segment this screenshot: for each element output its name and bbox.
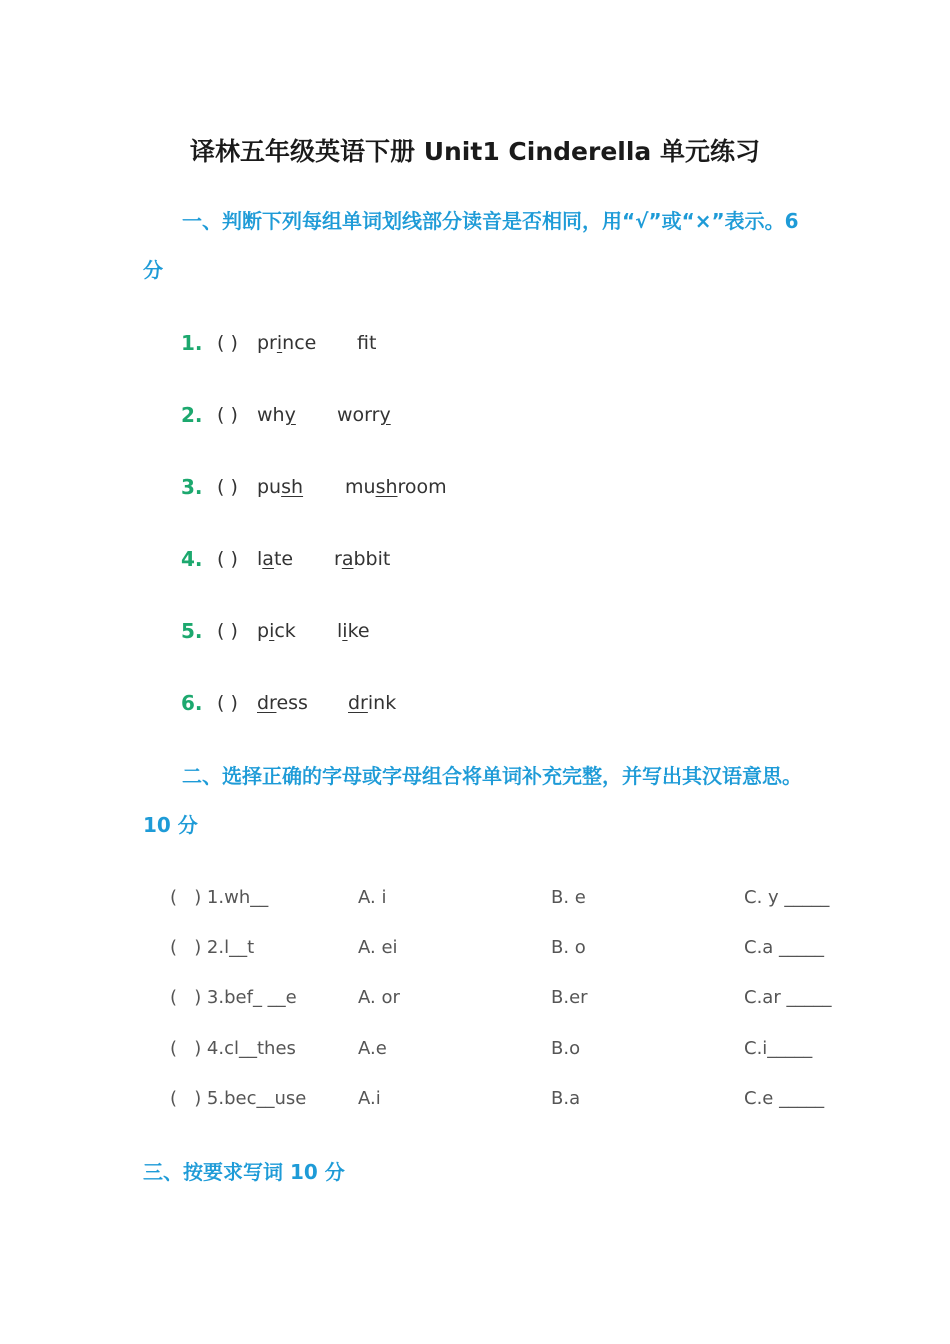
- word-2: ft: [357, 332, 377, 354]
- word-2: drink: [348, 692, 397, 714]
- option-a: A.i: [358, 1088, 381, 1109]
- option-a: A. or: [358, 987, 400, 1008]
- question-text: ( ) 1.wh__: [170, 887, 269, 908]
- choice-row: [170, 937, 870, 967]
- answer-blank[interactable]: ( ): [217, 332, 238, 354]
- question-number: 4.: [181, 547, 203, 571]
- word-2: like: [337, 620, 370, 642]
- word-1: late: [257, 548, 294, 570]
- option-a: A.e: [358, 1038, 387, 1059]
- word-2: mushroom: [345, 476, 447, 498]
- word-2: worry: [337, 404, 391, 426]
- word-2: rabbit: [334, 548, 391, 570]
- word-1: push: [257, 476, 304, 498]
- choice-row: [170, 887, 870, 917]
- question-row: [181, 403, 741, 435]
- question-row: [181, 475, 741, 507]
- choice-row: [170, 987, 870, 1017]
- page-title: 译林五年级英语下册 Unit1 Cinderella 单元练习: [190, 137, 760, 166]
- question-text: ( ) 5.bec__use: [170, 1088, 307, 1109]
- word-1: prince: [257, 332, 317, 354]
- question-number: 6.: [181, 691, 203, 715]
- option-b: B.o: [551, 1038, 581, 1059]
- question-text: ( ) 2.l__t: [170, 937, 255, 958]
- answer-blank[interactable]: ( ): [217, 476, 238, 498]
- word-1: why: [257, 404, 296, 426]
- word-1: dress: [257, 692, 308, 714]
- section-3-heading: 三、按要求写词 10 分: [143, 1160, 345, 1184]
- question-number: 2.: [181, 403, 203, 427]
- option-c: C. y _____: [744, 887, 830, 908]
- question-number: 3.: [181, 475, 203, 499]
- answer-blank[interactable]: ( ): [217, 548, 238, 570]
- option-c: C.ar _____: [744, 987, 832, 1008]
- word-1: pick: [257, 620, 296, 642]
- section-1-heading: 一、判断下列每组单词划线部分读音是否相同，用“√”或“×”表示。6 分: [143, 209, 799, 282]
- question-row: [181, 331, 741, 363]
- option-b: B.er: [551, 987, 588, 1008]
- option-b: B.a: [551, 1088, 581, 1109]
- section-2-heading: 二、选择正确的字母或字母组合将单词补充完整，并写出其汉语意思。10 分: [143, 764, 802, 837]
- answer-blank[interactable]: ( ): [217, 620, 238, 642]
- option-b: B. e: [551, 887, 586, 908]
- option-c: C.i_____: [744, 1038, 813, 1059]
- choice-row: [170, 1088, 870, 1118]
- question-row: [181, 619, 741, 651]
- answer-blank[interactable]: ( ): [217, 692, 238, 714]
- option-a: A. i: [358, 887, 387, 908]
- question-row: [181, 691, 741, 723]
- question-number: 5.: [181, 619, 203, 643]
- question-text: ( ) 4.cl__thes: [170, 1038, 296, 1059]
- question-number: 1.: [181, 331, 203, 355]
- option-c: C.e _____: [744, 1088, 825, 1109]
- question-row: [181, 547, 741, 579]
- question-text: ( ) 3.bef_ __e: [170, 987, 297, 1008]
- option-b: B. o: [551, 937, 586, 958]
- choice-row: [170, 1038, 870, 1068]
- answer-blank[interactable]: ( ): [217, 404, 238, 426]
- option-c: C.a _____: [744, 937, 825, 958]
- option-a: A. ei: [358, 937, 398, 958]
